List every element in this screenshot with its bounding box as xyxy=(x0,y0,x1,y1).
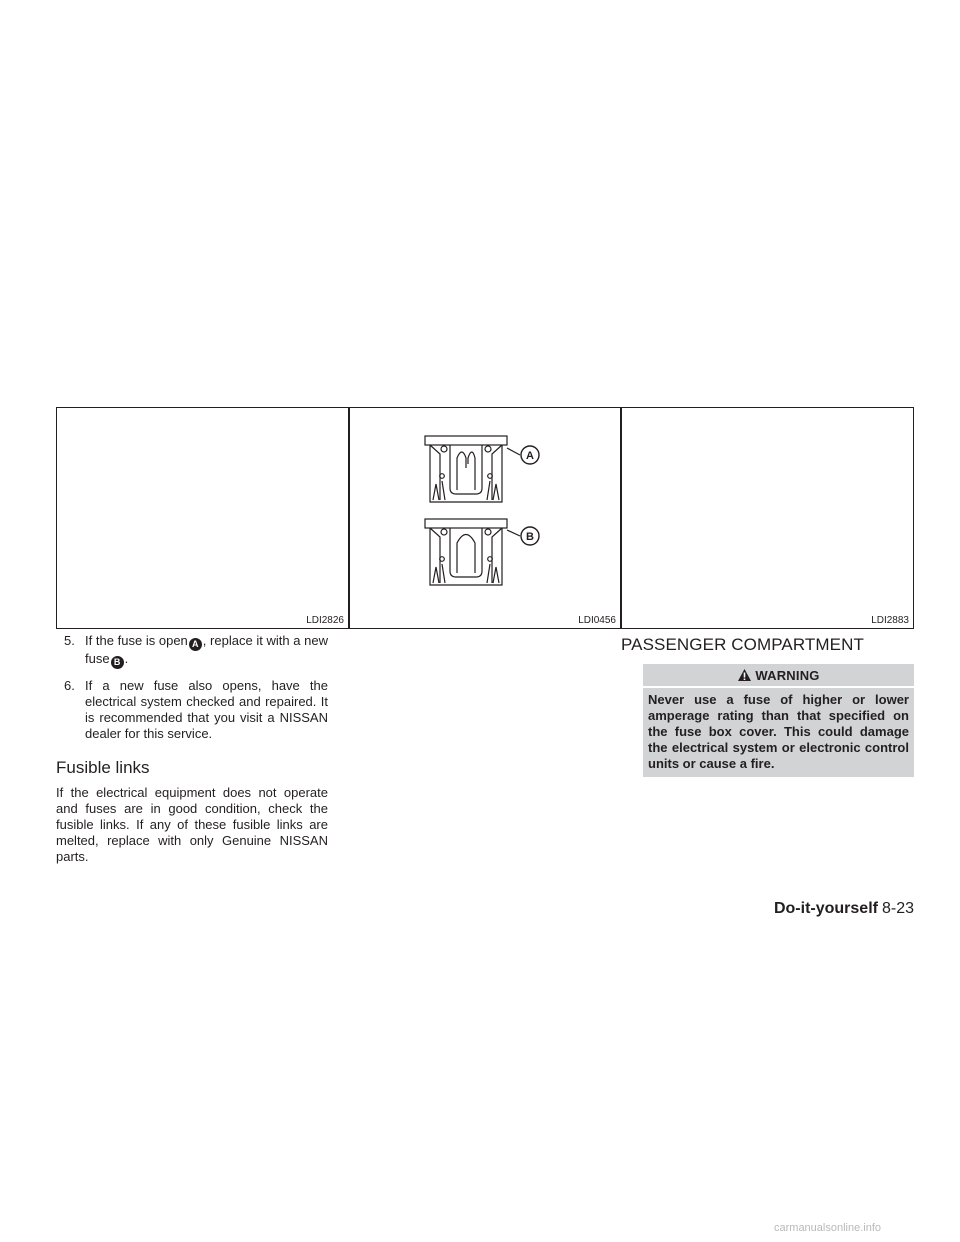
warning-header xyxy=(643,664,914,686)
warning-triangle-icon xyxy=(737,668,752,682)
fuse-illustration xyxy=(350,408,622,630)
step-6 xyxy=(56,678,328,742)
figure-code: LDI0456 xyxy=(578,615,616,626)
step-text: , replace it with a new fuse xyxy=(85,633,329,666)
figure-code: LDI2883 xyxy=(871,615,909,626)
fusible-links-body: If the electrical equipment does not operate and fuses are in good condition, check the fusible links. If any of these fusible links are melted, replace with only Genuine NISSAN parts. xyxy=(56,785,328,864)
right-column xyxy=(621,634,914,777)
step-number: 6. xyxy=(64,678,75,693)
callout-a-icon: A xyxy=(189,638,202,651)
chapter-name: Do-it-yourself xyxy=(773,900,878,917)
step-text: If a new fuse also opens, have the electrical system checked and repaired. It is recommended that you visit a NISSAN dealer for this service. xyxy=(85,678,328,741)
figure-passenger-fuse-box xyxy=(621,407,914,629)
figure-code: LDI2826 xyxy=(306,615,344,626)
figure-fuse-open-vs-good xyxy=(349,407,621,629)
watermark: carmanualsonline.info xyxy=(774,1222,882,1234)
page-number: 8-23 xyxy=(881,900,914,917)
fuse-good-drawing xyxy=(425,519,520,585)
section-heading: PASSENGER COMPARTMENT xyxy=(621,635,864,654)
step-text: If the fuse is open xyxy=(85,633,188,648)
step-5 xyxy=(56,633,328,669)
callout-b-marker xyxy=(521,527,539,545)
callout-a-label: A xyxy=(526,450,534,462)
callout-a-marker xyxy=(521,446,539,464)
left-column xyxy=(56,633,328,865)
figure-fuse-box-location xyxy=(56,407,349,629)
page-footer xyxy=(774,899,914,919)
step-number: 5. xyxy=(64,633,75,648)
warning-text: Never use a fuse of higher or lower amperage rating than that specified on the fuse box cover. This could damage the electrical system or electronic control units or cause a fire. xyxy=(643,688,914,777)
warning-title: WARNING xyxy=(755,667,820,683)
fusible-links-heading: Fusible links xyxy=(56,758,150,777)
step-text: . xyxy=(124,651,129,666)
fuse-open-drawing xyxy=(425,436,520,502)
callout-b-icon: B xyxy=(111,656,124,669)
callout-b-label: B xyxy=(526,531,534,543)
